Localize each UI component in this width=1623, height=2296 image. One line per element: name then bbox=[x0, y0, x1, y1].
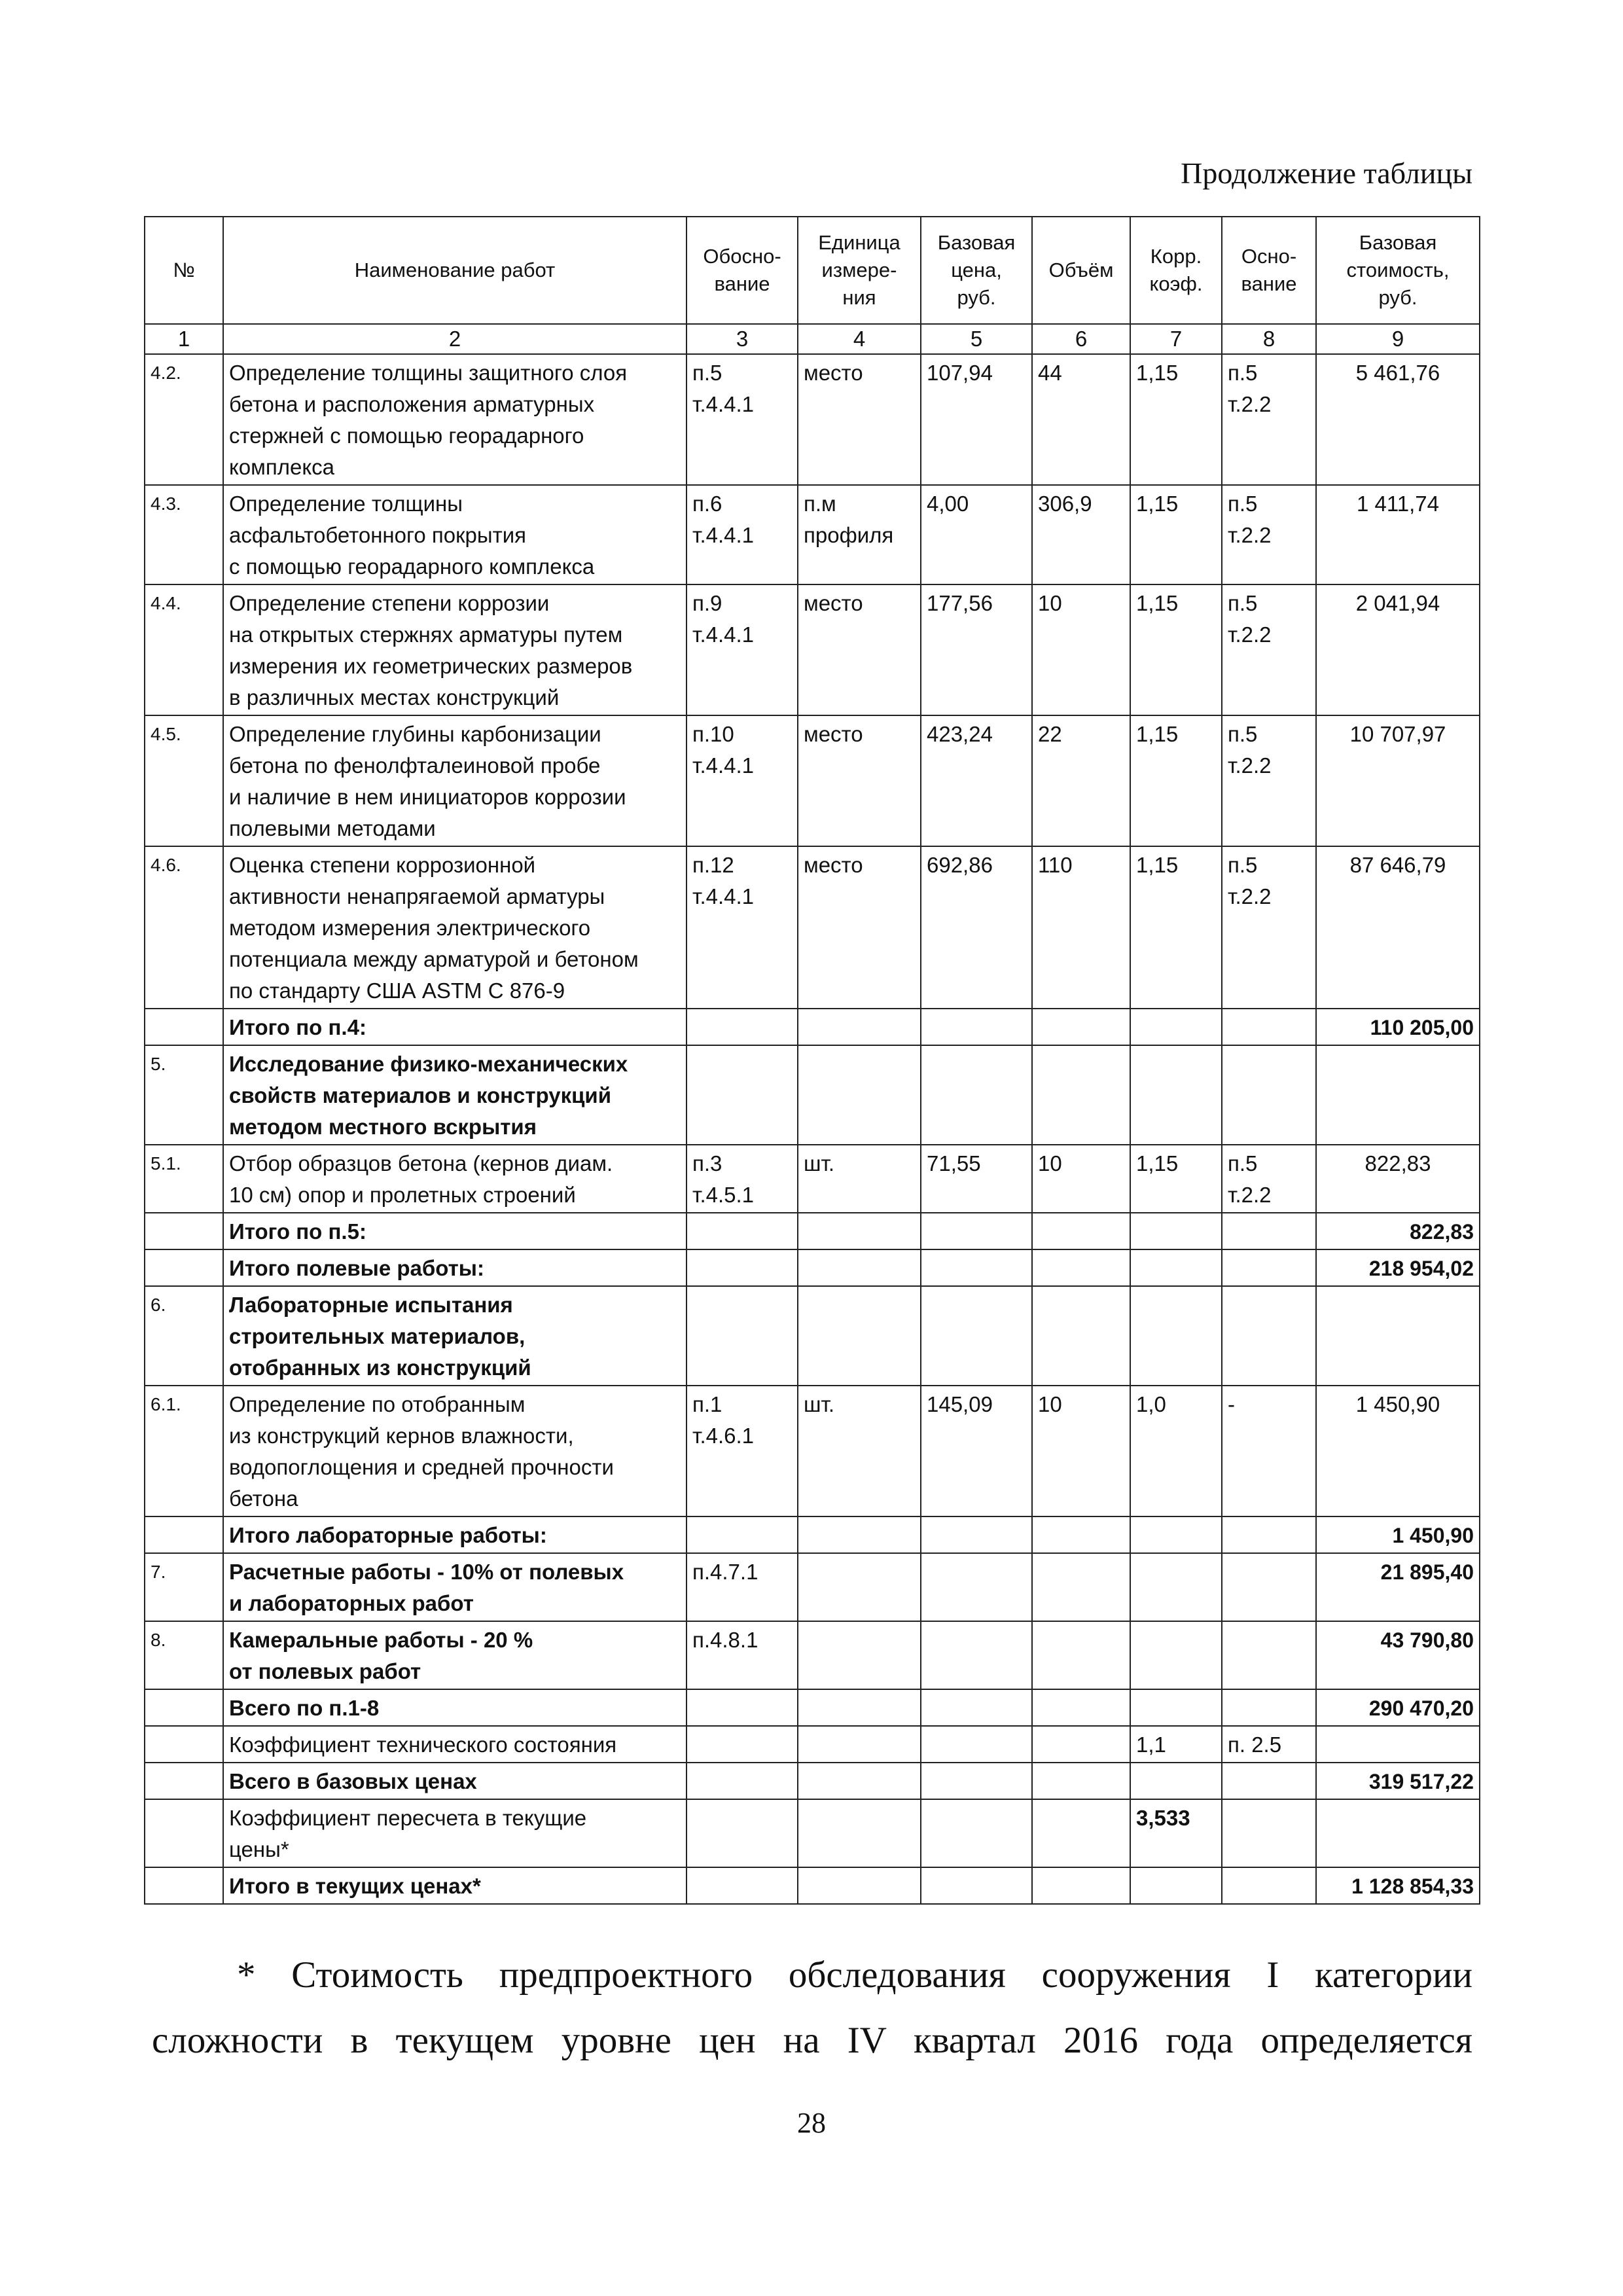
base-price bbox=[921, 1286, 1032, 1386]
table-row bbox=[145, 1386, 1480, 1516]
correction-coef: 1,0 bbox=[1130, 1386, 1222, 1516]
work-name: Коэффициент пересчета в текущие цены* bbox=[223, 1799, 687, 1867]
basis-ref bbox=[687, 1249, 798, 1286]
coef-basis: п. 2.5 bbox=[1222, 1726, 1316, 1763]
cost-estimate-table bbox=[144, 216, 1480, 1905]
unit bbox=[798, 1553, 921, 1621]
base-cost: 87 646,79 bbox=[1316, 846, 1480, 1009]
basis-ref bbox=[687, 1286, 798, 1386]
basis-ref bbox=[687, 1799, 798, 1867]
correction-coef bbox=[1130, 1553, 1222, 1621]
row-number: 5. bbox=[145, 1045, 223, 1145]
unit bbox=[798, 1726, 921, 1763]
row-number: 6. bbox=[145, 1286, 223, 1386]
column-number: 1 bbox=[145, 324, 223, 354]
base-price: 4,00 bbox=[921, 485, 1032, 584]
base-cost: 21 895,40 bbox=[1316, 1553, 1480, 1621]
footnote-line-1: * Стоимость предпроектного обследования сооружения I категории bbox=[237, 1954, 1472, 1996]
column-number: 2 bbox=[223, 324, 687, 354]
basis-ref bbox=[687, 1726, 798, 1763]
base-price bbox=[921, 1213, 1032, 1249]
row-number bbox=[145, 1689, 223, 1726]
unit bbox=[798, 1867, 921, 1904]
header-coef: Корр. коэф. bbox=[1130, 217, 1222, 324]
basis-ref bbox=[687, 1763, 798, 1799]
base-cost: 290 470,20 bbox=[1316, 1689, 1480, 1726]
correction-coef bbox=[1130, 1009, 1222, 1045]
footnote-line-2: сложности в текущем уровне цен на IV квартал 2016 года определяется bbox=[152, 2020, 1472, 2061]
work-name: Определение по отобранным из конструкций кернов влажности, водопоглощения и средней прочности бетона bbox=[223, 1386, 687, 1516]
coef-basis bbox=[1222, 1045, 1316, 1145]
base-cost bbox=[1316, 1726, 1480, 1763]
base-price bbox=[921, 1553, 1032, 1621]
basis-ref bbox=[687, 1045, 798, 1145]
header-unit: Единица измере- ния bbox=[798, 217, 921, 324]
work-name: Отбор образцов бетона (кернов диам. 10 см) опор и пролетных строений bbox=[223, 1145, 687, 1213]
work-name: Оценка степени коррозионной активности ненапрягаемой арматуры методом измерения электрического потенциала между арматурой и бетоном по стандарту США ASTM C 876-9 bbox=[223, 846, 687, 1009]
volume bbox=[1032, 1799, 1130, 1867]
basis-ref: п.12 т.4.4.1 bbox=[687, 846, 798, 1009]
row-number bbox=[145, 1867, 223, 1904]
volume bbox=[1032, 1045, 1130, 1145]
coef-basis: - bbox=[1222, 1386, 1316, 1516]
volume bbox=[1032, 1726, 1130, 1763]
base-price bbox=[921, 1516, 1032, 1553]
column-number: 9 bbox=[1316, 324, 1480, 354]
column-number-row bbox=[145, 324, 1480, 354]
row-number: 5.1. bbox=[145, 1145, 223, 1213]
correction-coef: 1,1 bbox=[1130, 1726, 1222, 1763]
volume bbox=[1032, 1249, 1130, 1286]
work-name: Исследование физико-механических свойств материалов и конструкций методом местного вскрытия bbox=[223, 1045, 687, 1145]
header-cost: Базовая стоимость, руб. bbox=[1316, 217, 1480, 324]
unit bbox=[798, 1621, 921, 1689]
coef-basis bbox=[1222, 1516, 1316, 1553]
row-number bbox=[145, 1799, 223, 1867]
correction-coef bbox=[1130, 1249, 1222, 1286]
volume bbox=[1032, 1009, 1130, 1045]
work-name: Расчетные работы - 10% от полевых и лабораторных работ bbox=[223, 1553, 687, 1621]
table-row bbox=[145, 1867, 1480, 1904]
column-number: 6 bbox=[1032, 324, 1130, 354]
work-name: Определение степени коррозии на открытых стержнях арматуры путем измерения их геометрических размеров в различных местах конструкций bbox=[223, 584, 687, 715]
table-row bbox=[145, 584, 1480, 715]
row-number: 4.6. bbox=[145, 846, 223, 1009]
row-number bbox=[145, 1009, 223, 1045]
base-cost: 5 461,76 bbox=[1316, 354, 1480, 485]
row-number bbox=[145, 1213, 223, 1249]
work-name: Всего в базовых ценах bbox=[223, 1763, 687, 1799]
volume: 10 bbox=[1032, 1145, 1130, 1213]
table-header-row bbox=[145, 217, 1480, 324]
work-name: Итого в текущих ценах* bbox=[223, 1867, 687, 1904]
correction-coef bbox=[1130, 1045, 1222, 1145]
footnote-paragraph bbox=[152, 1943, 1472, 2073]
base-cost: 319 517,22 bbox=[1316, 1763, 1480, 1799]
table-row bbox=[145, 1045, 1480, 1145]
correction-coef bbox=[1130, 1689, 1222, 1726]
volume bbox=[1032, 1689, 1130, 1726]
unit bbox=[798, 1799, 921, 1867]
header-ref: Осно- вание bbox=[1222, 217, 1316, 324]
table-row bbox=[145, 1286, 1480, 1386]
row-number bbox=[145, 1763, 223, 1799]
correction-coef bbox=[1130, 1516, 1222, 1553]
base-price bbox=[921, 1009, 1032, 1045]
work-name: Определение глубины карбонизации бетона по фенолфталеиновой пробе и наличие в нем инициаторов коррозии полевыми методами bbox=[223, 715, 687, 846]
correction-coef: 1,15 bbox=[1130, 354, 1222, 485]
unit: место bbox=[798, 715, 921, 846]
header-no: № bbox=[145, 217, 223, 324]
coef-basis bbox=[1222, 1799, 1316, 1867]
work-name: Определение толщины защитного слоя бетона и расположения арматурных стержней с помощью георадарного комплекса bbox=[223, 354, 687, 485]
base-price bbox=[921, 1726, 1032, 1763]
base-cost: 1 450,90 bbox=[1316, 1386, 1480, 1516]
unit bbox=[798, 1213, 921, 1249]
table-row bbox=[145, 1553, 1480, 1621]
correction-coef bbox=[1130, 1286, 1222, 1386]
work-name: Итого по п.4: bbox=[223, 1009, 687, 1045]
coef-basis bbox=[1222, 1213, 1316, 1249]
volume: 10 bbox=[1032, 584, 1130, 715]
work-name: Итого по п.5: bbox=[223, 1213, 687, 1249]
unit bbox=[798, 1045, 921, 1145]
correction-coef bbox=[1130, 1621, 1222, 1689]
table-row bbox=[145, 715, 1480, 846]
correction-coef bbox=[1130, 1763, 1222, 1799]
correction-coef: 1,15 bbox=[1130, 485, 1222, 584]
unit bbox=[798, 1763, 921, 1799]
work-name: Камеральные работы - 20 % от полевых работ bbox=[223, 1621, 687, 1689]
basis-ref: п.6 т.4.4.1 bbox=[687, 485, 798, 584]
basis-ref bbox=[687, 1516, 798, 1553]
unit: место bbox=[798, 584, 921, 715]
volume bbox=[1032, 1553, 1130, 1621]
unit bbox=[798, 1249, 921, 1286]
unit bbox=[798, 1689, 921, 1726]
row-number: 4.4. bbox=[145, 584, 223, 715]
work-name: Лабораторные испытания строительных материалов, отобранных из конструкций bbox=[223, 1286, 687, 1386]
coef-basis bbox=[1222, 1286, 1316, 1386]
table-row bbox=[145, 1726, 1480, 1763]
row-number: 8. bbox=[145, 1621, 223, 1689]
base-cost: 43 790,80 bbox=[1316, 1621, 1480, 1689]
unit: шт. bbox=[798, 1386, 921, 1516]
base-price bbox=[921, 1045, 1032, 1145]
header-name: Наименование работ bbox=[223, 217, 687, 324]
basis-ref bbox=[687, 1009, 798, 1045]
base-cost: 10 707,97 bbox=[1316, 715, 1480, 846]
base-price: 71,55 bbox=[921, 1145, 1032, 1213]
volume bbox=[1032, 1516, 1130, 1553]
table-row bbox=[145, 1799, 1480, 1867]
correction-coef: 1,15 bbox=[1130, 715, 1222, 846]
base-price: 423,24 bbox=[921, 715, 1032, 846]
row-number bbox=[145, 1516, 223, 1553]
base-price bbox=[921, 1763, 1032, 1799]
table-row bbox=[145, 1621, 1480, 1689]
coef-basis bbox=[1222, 1867, 1316, 1904]
table-row bbox=[145, 1145, 1480, 1213]
volume bbox=[1032, 1286, 1130, 1386]
base-price: 692,86 bbox=[921, 846, 1032, 1009]
base-cost bbox=[1316, 1286, 1480, 1386]
header-volume: Объём bbox=[1032, 217, 1130, 324]
column-number: 4 bbox=[798, 324, 921, 354]
volume bbox=[1032, 1213, 1130, 1249]
base-cost: 1 450,90 bbox=[1316, 1516, 1480, 1553]
correction-coef: 1,15 bbox=[1130, 1145, 1222, 1213]
coef-basis bbox=[1222, 1689, 1316, 1726]
row-number: 4.2. bbox=[145, 354, 223, 485]
base-price bbox=[921, 1249, 1032, 1286]
volume bbox=[1032, 1867, 1130, 1904]
unit: шт. bbox=[798, 1145, 921, 1213]
coef-basis: п.5 т.2.2 bbox=[1222, 1145, 1316, 1213]
basis-ref: п.10 т.4.4.1 bbox=[687, 715, 798, 846]
correction-coef bbox=[1130, 1213, 1222, 1249]
coef-basis bbox=[1222, 1621, 1316, 1689]
base-cost bbox=[1316, 1045, 1480, 1145]
table-row bbox=[145, 485, 1480, 584]
base-cost: 822,83 bbox=[1316, 1213, 1480, 1249]
work-name: Всего по п.1-8 bbox=[223, 1689, 687, 1726]
work-name: Коэффициент технического состояния bbox=[223, 1726, 687, 1763]
table-row bbox=[145, 1249, 1480, 1286]
coef-basis bbox=[1222, 1009, 1316, 1045]
volume bbox=[1032, 1763, 1130, 1799]
column-number: 5 bbox=[921, 324, 1032, 354]
base-cost: 1 411,74 bbox=[1316, 485, 1480, 584]
base-price: 107,94 bbox=[921, 354, 1032, 485]
base-price bbox=[921, 1689, 1032, 1726]
row-number: 4.5. bbox=[145, 715, 223, 846]
coef-basis: п.5 т.2.2 bbox=[1222, 584, 1316, 715]
volume: 44 bbox=[1032, 354, 1130, 485]
base-cost: 110 205,00 bbox=[1316, 1009, 1480, 1045]
unit: место bbox=[798, 846, 921, 1009]
column-number: 7 bbox=[1130, 324, 1222, 354]
volume bbox=[1032, 1621, 1130, 1689]
table-continuation-caption: Продолжение таблицы bbox=[1181, 156, 1472, 190]
base-price bbox=[921, 1799, 1032, 1867]
basis-ref bbox=[687, 1867, 798, 1904]
base-price bbox=[921, 1621, 1032, 1689]
page-number: 28 bbox=[797, 2107, 826, 2139]
work-name: Итого лабораторные работы: bbox=[223, 1516, 687, 1553]
correction-coef: 3,533 bbox=[1130, 1799, 1222, 1867]
table-row bbox=[145, 1689, 1480, 1726]
table-body bbox=[145, 354, 1480, 1904]
unit: п.м профиля bbox=[798, 485, 921, 584]
table-row bbox=[145, 1213, 1480, 1249]
correction-coef: 1,15 bbox=[1130, 584, 1222, 715]
coef-basis: п.5 т.2.2 bbox=[1222, 846, 1316, 1009]
row-number: 4.3. bbox=[145, 485, 223, 584]
row-number bbox=[145, 1249, 223, 1286]
unit: место bbox=[798, 354, 921, 485]
table-row bbox=[145, 1009, 1480, 1045]
base-cost: 822,83 bbox=[1316, 1145, 1480, 1213]
basis-ref: п.5 т.4.4.1 bbox=[687, 354, 798, 485]
header-price: Базовая цена, руб. bbox=[921, 217, 1032, 324]
unit bbox=[798, 1516, 921, 1553]
row-number: 7. bbox=[145, 1553, 223, 1621]
column-number: 3 bbox=[687, 324, 798, 354]
table-row bbox=[145, 1516, 1480, 1553]
base-price: 145,09 bbox=[921, 1386, 1032, 1516]
work-name: Итого полевые работы: bbox=[223, 1249, 687, 1286]
unit bbox=[798, 1286, 921, 1386]
base-cost: 1 128 854,33 bbox=[1316, 1867, 1480, 1904]
basis-ref: п.3 т.4.5.1 bbox=[687, 1145, 798, 1213]
coef-basis bbox=[1222, 1553, 1316, 1621]
table-row bbox=[145, 354, 1480, 485]
base-cost: 2 041,94 bbox=[1316, 584, 1480, 715]
base-price: 177,56 bbox=[921, 584, 1032, 715]
coef-basis: п.5 т.2.2 bbox=[1222, 485, 1316, 584]
basis-ref: п.9 т.4.4.1 bbox=[687, 584, 798, 715]
volume: 22 bbox=[1032, 715, 1130, 846]
base-cost bbox=[1316, 1799, 1480, 1867]
header-basis: Обосно- вание bbox=[687, 217, 798, 324]
volume: 110 bbox=[1032, 846, 1130, 1009]
table-row bbox=[145, 846, 1480, 1009]
basis-ref bbox=[687, 1689, 798, 1726]
basis-ref: п.1 т.4.6.1 bbox=[687, 1386, 798, 1516]
basis-ref bbox=[687, 1213, 798, 1249]
row-number bbox=[145, 1726, 223, 1763]
base-price bbox=[921, 1867, 1032, 1904]
coef-basis bbox=[1222, 1763, 1316, 1799]
correction-coef bbox=[1130, 1867, 1222, 1904]
volume: 10 bbox=[1032, 1386, 1130, 1516]
row-number: 6.1. bbox=[145, 1386, 223, 1516]
correction-coef: 1,15 bbox=[1130, 846, 1222, 1009]
volume: 306,9 bbox=[1032, 485, 1130, 584]
unit bbox=[798, 1009, 921, 1045]
coef-basis: п.5 т.2.2 bbox=[1222, 715, 1316, 846]
basis-ref: п.4.7.1 bbox=[687, 1553, 798, 1621]
coef-basis: п.5 т.2.2 bbox=[1222, 354, 1316, 485]
basis-ref: п.4.8.1 bbox=[687, 1621, 798, 1689]
column-number: 8 bbox=[1222, 324, 1316, 354]
work-name: Определение толщины асфальтобетонного покрытия с помощью георадарного комплекса bbox=[223, 485, 687, 584]
base-cost: 218 954,02 bbox=[1316, 1249, 1480, 1286]
coef-basis bbox=[1222, 1249, 1316, 1286]
table-row bbox=[145, 1763, 1480, 1799]
